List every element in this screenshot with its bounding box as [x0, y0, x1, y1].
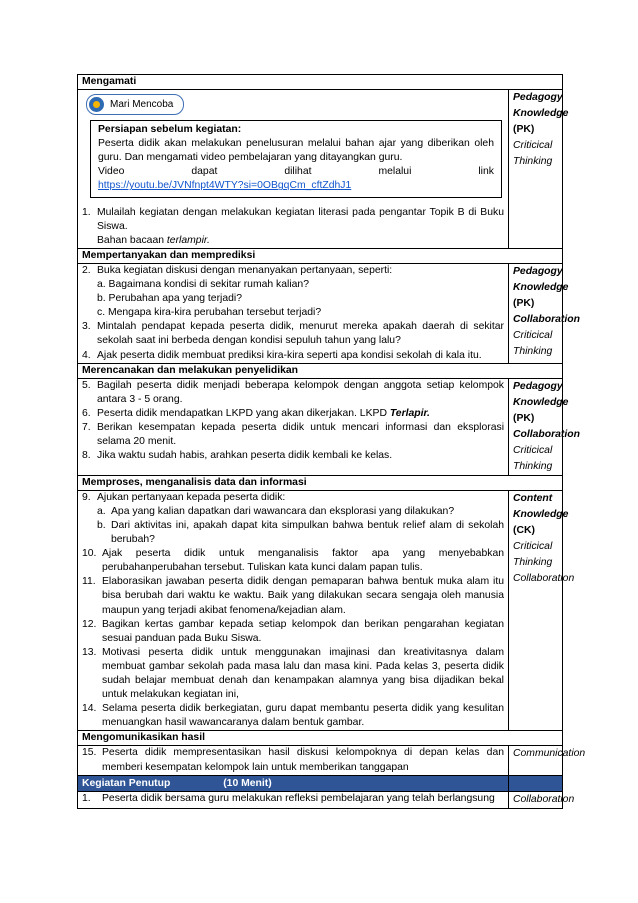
- item-number: 3.: [82, 321, 91, 333]
- item-text: Peserta didik mendapatkan LKPD yang akan dikerjakan. LKPD: [97, 407, 390, 419]
- section-header-row: [78, 475, 563, 490]
- item-text: Buka kegiatan diskusi dengan menanyakan pertanyaan, seperti:: [97, 264, 393, 276]
- competency-skill: Criticical Thinking: [513, 329, 553, 357]
- list-item: [82, 379, 504, 407]
- competency-label: [513, 395, 569, 427]
- item-body: [97, 206, 504, 248]
- competency-cell: [509, 746, 586, 775]
- item-text: Selama peserta didik berkegiatan, guru dapat membantu peserta didik yang kesulitan menuangkan hasil wawancaranya dalam bentuk gambar.: [102, 703, 504, 729]
- competency-word: Knowledge: [513, 108, 569, 120]
- item-number: 1.: [82, 206, 91, 218]
- item-text: Elaborasikan jawaban peserta didik dengan pemaparan bahwa bentuk muka alam itu bisa berubah dari waktu ke waktu. Baik yang dilakukan secara sengaja oleh manusia maupun yang terjadi akibat fenomena/kejadian alam.: [102, 576, 504, 616]
- competency-label: Collaboration: [513, 313, 580, 325]
- item-number: 6.: [82, 407, 91, 419]
- activities-cell: [78, 490, 509, 731]
- list-item: [82, 702, 504, 730]
- video-line: [98, 165, 494, 179]
- item-text: Ajak peserta didik membuat prediksi kira-kira seperti apa kondisi sekolah di kala itu.: [97, 349, 482, 361]
- item-number: 14.: [82, 703, 97, 715]
- list-item: [82, 646, 504, 702]
- section-row: [78, 263, 563, 363]
- section-title: Memproses, menganalisis data dan informasi: [78, 475, 563, 490]
- list-item: [82, 421, 504, 449]
- competency-abbr: (PK): [513, 297, 535, 309]
- sub-item: c. Mengapa kira-kira perubahan tersebut terjadi?: [97, 307, 322, 319]
- list-item: [82, 320, 504, 348]
- closing-header-fill: [509, 775, 563, 791]
- competency-skill: Collaboration: [513, 793, 575, 805]
- competency-word: Knowledge: [513, 508, 569, 520]
- sub-item: a. Bagaimana kondisi di sekitar rumah kalian?: [97, 279, 309, 291]
- item-text: Bagilah peserta didik menjadi beberapa kelompok dengan anggota setiap kelompok antara 3 - 5 orang.: [97, 379, 504, 405]
- item-number: 15.: [82, 747, 97, 759]
- item-number: 4.: [82, 349, 91, 361]
- item-text: Berikan kesempatan kepada peserta didik untuk mencari informasi dan eksplorasi selama 20 menit.: [97, 421, 504, 448]
- section-row: [78, 746, 563, 775]
- item-text: Mintalah pendapat kepada peserta didik, menurut mereka apakah daerah di sekitar sekolah saat ini berbeda dengan kondisi sepuluh tahun yang lalu?: [97, 321, 504, 347]
- item-text: Motivasi peserta didik untuk menggunakan imajinasi dan kreativitasnya dalam membuat gambar sekolah pada masa lalu dan masa kini. Pada kelas 3, peserta didik sudah belajar membuat denah dan kenampakan alamnya yang bisa dijadikan bekal untuk melakukan kegiatan ini,: [102, 646, 504, 701]
- item-number: 10.: [82, 548, 97, 560]
- competency-label: Collaboration: [513, 428, 580, 440]
- activities-cell: [78, 378, 509, 475]
- sub-text: Apa yang kalian dapatkan dari wawancara dan eksplorasi yang dilakukan?: [111, 505, 455, 517]
- list-item: [82, 491, 504, 505]
- mari-mencoba-badge: [86, 94, 184, 115]
- sub-item: [82, 505, 504, 519]
- list-item: [82, 349, 504, 363]
- sub-item: [82, 519, 504, 547]
- item-number: 2.: [82, 264, 91, 276]
- competency-label: [513, 106, 569, 138]
- competency-skill: Criticical Thinking: [513, 444, 553, 472]
- section-title: Mengomunikasikan hasil: [78, 731, 563, 746]
- word: link: [478, 166, 494, 178]
- item-number: 11.: [82, 576, 96, 588]
- competency-abbr: (CK): [513, 524, 535, 536]
- list-item: [82, 547, 504, 575]
- competency-abbr: (PK): [513, 124, 535, 136]
- item-text: Jika waktu sudah habis, arahkan peserta didik kembali ke kelas.: [97, 450, 393, 462]
- item-text: Mulailah kegiatan dengan melakukan kegiatan literasi pada pengantar Topik B di Buku Siswa.: [97, 206, 504, 232]
- video-link[interactable]: https://youtu.be/JVNfnpt4WTY?si=0OBgqCm_cftZdhJ1: [98, 180, 352, 192]
- competency-label: Pedagogy: [513, 92, 563, 104]
- list-item: [82, 206, 504, 248]
- sub-item: b. Perubahan apa yang terjadi?: [97, 293, 243, 305]
- competency-label: Pedagogy: [513, 380, 563, 392]
- competency-label: Content: [513, 492, 553, 504]
- closing-title: Kegiatan Penutup: [82, 777, 171, 789]
- competency-cell: [509, 378, 580, 475]
- list-item: [82, 575, 504, 617]
- competency-skill: Communication: [513, 748, 586, 760]
- section-header-row: [78, 363, 563, 378]
- list-item: [82, 618, 504, 646]
- word: Video: [98, 166, 125, 178]
- word: dapat: [191, 166, 218, 178]
- closing-header-row: [78, 775, 563, 791]
- lesson-activity-table: [77, 74, 586, 809]
- section-header-row: [78, 248, 563, 263]
- list-item: [82, 792, 504, 806]
- competency-label: Pedagogy: [513, 265, 563, 277]
- section-row: [78, 90, 563, 249]
- competency-cell: [509, 263, 580, 363]
- item-number: 7.: [82, 421, 91, 433]
- competency-label: [513, 507, 569, 539]
- closing-title-cell: [78, 775, 509, 791]
- section-row: [78, 378, 563, 475]
- word: melalui: [378, 166, 412, 178]
- competency-cell: [509, 490, 575, 731]
- sub-number: a.: [97, 505, 106, 517]
- preparation-box: [90, 120, 502, 197]
- item-number: 5.: [82, 379, 91, 391]
- item-text: Peserta didik mempresentasikan hasil diskusi kelompoknya di depan kelas dan memberi kesempatan kelompok lain untuk memberikan tanggapan: [102, 747, 504, 773]
- competency-skill: Criticical Thinking: [513, 140, 553, 168]
- item-text: Peserta didik bersama guru melakukan refleksi pembelajaran yang telah berlangsung: [102, 792, 495, 804]
- sub-text: Dari aktivitas ini, apakah dapat kita simpulkan bahwa bentuk relief alam di sekolah berubah?: [111, 519, 504, 546]
- competency-cell: [509, 791, 575, 808]
- competency-skill: Collaboration: [513, 572, 575, 584]
- activities-cell: [78, 263, 509, 363]
- section-title: Mempertanyakan dan memprediksi: [78, 248, 563, 263]
- section-title: Merencanakan dan melakukan penyelidikan: [78, 363, 563, 378]
- sub-number: b.: [97, 519, 106, 531]
- item-number: 12.: [82, 618, 97, 630]
- note-text: Bahan bacaan: [97, 234, 167, 246]
- list-item: [82, 449, 504, 463]
- list-item: [82, 746, 504, 774]
- activities-cell: [78, 746, 509, 775]
- item-number: 1.: [82, 792, 91, 804]
- preparation-heading: Persiapan sebelum kegiatan:: [98, 124, 242, 136]
- competency-label: [513, 280, 569, 312]
- section-row: [78, 490, 563, 731]
- section-title: Mengamati: [78, 75, 563, 90]
- activities-cell: [78, 90, 509, 249]
- competency-skill: Criticical Thinking: [513, 540, 553, 568]
- item-text: Bagikan kertas gambar kepada setiap kelompok dan berikan pengarahan kegiatan sesuai panduan pada Buku Siswa.: [102, 618, 504, 644]
- note-italic: terlampir.: [166, 234, 210, 246]
- item-text: Ajak peserta didik untuk menganalisis faktor apa yang menyebabkan perubahanperubahan tersebut. Tuliskan kata kunci dalam papan tulis.: [102, 548, 504, 574]
- item-emphasis: Terlapir.: [389, 407, 430, 419]
- item-number: 8.: [82, 450, 91, 462]
- list-item: [82, 264, 504, 278]
- globe-icon: [89, 97, 104, 112]
- badge-label: Mari Mencoba: [110, 98, 174, 110]
- competency-word: Knowledge: [513, 281, 569, 293]
- competency-word: Knowledge: [513, 396, 569, 408]
- competency-abbr: (PK): [513, 412, 535, 424]
- preparation-text: Peserta didik akan melakukan penelusuran melalui bahan ajar yang diberikan oleh guru. Dan mengamati video pembelajaran yang ditayangkan guru.: [98, 138, 494, 164]
- closing-duration: (10 Menit): [223, 777, 272, 789]
- section-header-row: [78, 75, 563, 90]
- word: dilihat: [284, 166, 312, 178]
- item-number: 13.: [82, 646, 97, 658]
- item-text: Ajukan pertanyaan kepada peserta didik:: [97, 491, 286, 503]
- activities-cell: [78, 791, 509, 808]
- competency-cell: [509, 90, 569, 249]
- item-number: 9.: [82, 491, 91, 503]
- section-row: [78, 791, 563, 808]
- list-item: [82, 407, 504, 421]
- section-header-row: [78, 731, 563, 746]
